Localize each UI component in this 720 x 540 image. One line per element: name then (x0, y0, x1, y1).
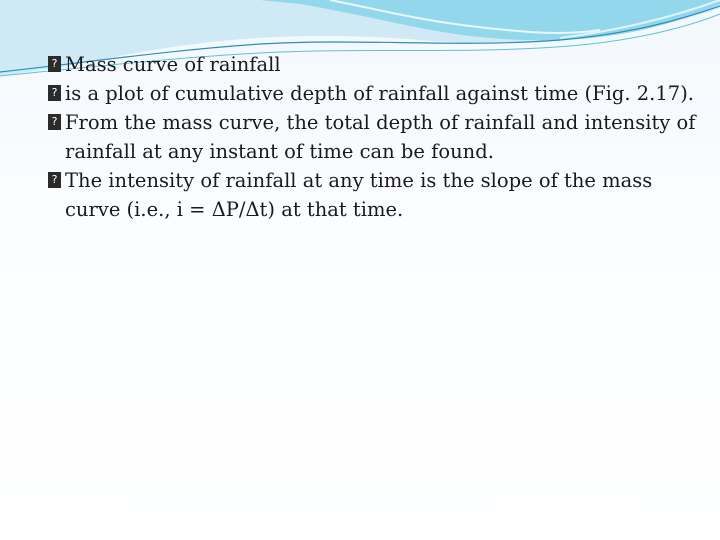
bullet-text: From the mass curve, the total depth of rainfall and intensity of rainfall at any instant of time can be found. (65, 111, 696, 163)
bullet-text: The intensity of rainfall at any time is the slope of the mass curve (i.e., i = ΔP/Δt) at that time. (65, 169, 653, 221)
bullet-marker-icon: ? (48, 114, 61, 130)
bullet-marker-icon: ? (48, 172, 61, 188)
bullet-text: Mass curve of rainfall (65, 53, 281, 76)
bullet-marker-icon: ? (48, 56, 61, 72)
bullet-item (48, 50, 698, 79)
slide-content (48, 50, 698, 224)
bullet-text: is a plot of cumulative depth of rainfall against time (Fig. 2.17). (65, 82, 694, 105)
bullet-item (48, 108, 698, 166)
bullet-item (48, 79, 698, 108)
bullet-marker-icon: ? (48, 85, 61, 101)
bullet-item (48, 166, 698, 224)
